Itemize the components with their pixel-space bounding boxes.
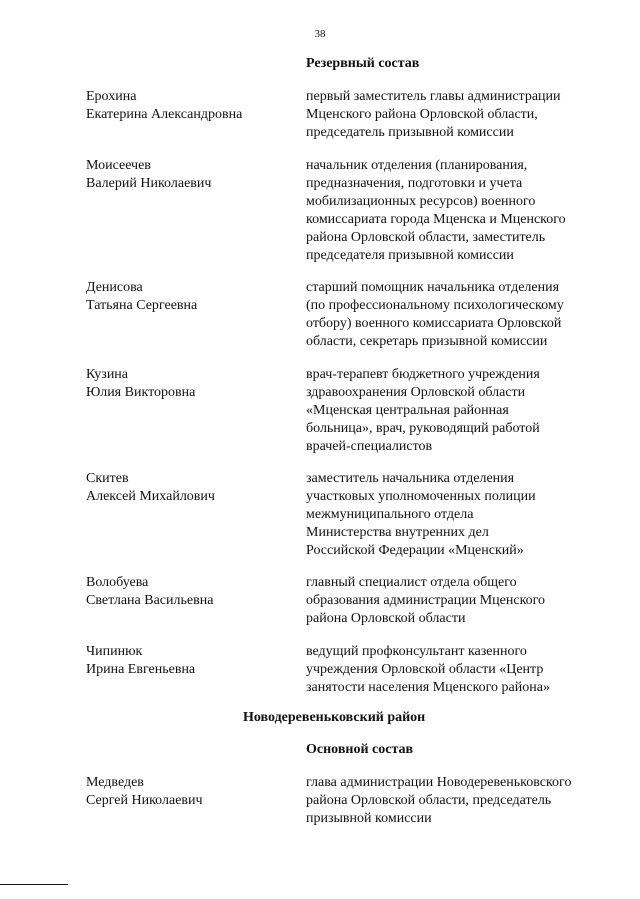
- member-name: [86, 774, 296, 810]
- member-surname: Кузина: [86, 367, 129, 382]
- member-surname: Волобуева: [86, 575, 149, 590]
- member-given-names: Валерий Николаевич: [86, 176, 212, 191]
- member-surname: Денисова: [86, 280, 143, 295]
- member-name: [86, 574, 296, 610]
- section-title-reserve: Резервный состав: [306, 56, 420, 71]
- member-name: [86, 157, 296, 193]
- member-surname: Моисеечев: [86, 158, 151, 173]
- role-line: председатель призывной комиссии: [306, 125, 514, 140]
- role-line: председателя призывной комиссии: [306, 248, 514, 263]
- role-line: области, секретарь призывной комиссии: [306, 334, 548, 349]
- role-line: отбору) военного комиссариата Орловской: [306, 316, 562, 331]
- page-number: 38: [314, 28, 326, 40]
- member-role: [306, 279, 606, 351]
- role-line: Министерства внутренних дел: [306, 525, 489, 540]
- role-line: «Мценская центральная районная: [306, 403, 509, 418]
- member-role: [306, 88, 606, 142]
- role-line: призывной комиссии: [306, 811, 432, 826]
- member-given-names: Татьяна Сергеевна: [86, 298, 198, 313]
- member-given-names: Ирина Евгеньевна: [86, 662, 196, 677]
- member-name: [86, 470, 296, 506]
- member-role: [306, 774, 606, 828]
- role-line: комиссариата города Мценска и Мценского: [306, 212, 566, 227]
- role-line: мобилизационных ресурсов) военного: [306, 194, 536, 209]
- member-role: [306, 157, 606, 265]
- member-surname: Медведев: [86, 775, 144, 790]
- role-line: начальник отделения (планирования,: [306, 158, 528, 173]
- role-line: врач-терапевт бюджетного учреждения: [306, 367, 540, 382]
- role-line: ведущий профконсультант казенного: [306, 644, 527, 659]
- role-line: межмуниципального отдела: [306, 507, 474, 522]
- role-line: врачей-специалистов: [306, 439, 433, 454]
- role-line: заместитель начальника отделения: [306, 471, 515, 486]
- role-line: глава администрации Новодеревеньковского: [306, 775, 572, 790]
- role-line: старший помощник начальника отделения: [306, 280, 560, 295]
- member-surname: Чипинюк: [86, 644, 143, 659]
- member-name: [86, 643, 296, 679]
- role-line: больница», врач, руководящий работой: [306, 421, 540, 436]
- role-line: участковых уполномоченных полиции: [306, 489, 536, 504]
- member-role: [306, 643, 606, 697]
- role-line: занятости населения Мценского района»: [306, 680, 550, 695]
- role-line: (по профессиональному психологическому: [306, 298, 564, 313]
- role-line: здравоохранения Орловской области: [306, 385, 526, 400]
- role-line: района Орловской области, заместитель: [306, 230, 546, 245]
- member-role: [306, 574, 606, 628]
- footnote-divider: [0, 884, 68, 885]
- member-surname: Скитев: [86, 471, 129, 486]
- member-role: [306, 470, 606, 560]
- member-given-names: Светлана Васильевна: [86, 593, 214, 608]
- role-line: образования администрации Мценского: [306, 593, 546, 608]
- role-line: района Орловской области, председатель: [306, 793, 552, 808]
- member-given-names: Сергей Николаевич: [86, 793, 203, 808]
- district-title: Новодеревеньковский район: [243, 710, 426, 725]
- member-role: [306, 366, 606, 456]
- role-line: Мценского района Орловской области,: [306, 107, 538, 122]
- role-line: учреждения Орловской области «Центр: [306, 662, 544, 677]
- member-surname: Ерохина: [86, 89, 137, 104]
- member-given-names: Алексей Михайлович: [86, 489, 215, 504]
- role-line: предназначения, подготовки и учета: [306, 176, 523, 191]
- role-line: главный специалист отдела общего: [306, 575, 517, 590]
- section-title-main: Основной состав: [306, 742, 414, 757]
- member-name: [86, 366, 296, 402]
- role-line: первый заместитель главы администрации: [306, 89, 561, 104]
- member-given-names: Екатерина Александровна: [86, 107, 243, 122]
- member-name: [86, 279, 296, 315]
- member-given-names: Юлия Викторовна: [86, 385, 196, 400]
- role-line: Российской Федерации «Мценский»: [306, 543, 524, 558]
- role-line: района Орловской области: [306, 611, 466, 626]
- member-name: [86, 88, 296, 124]
